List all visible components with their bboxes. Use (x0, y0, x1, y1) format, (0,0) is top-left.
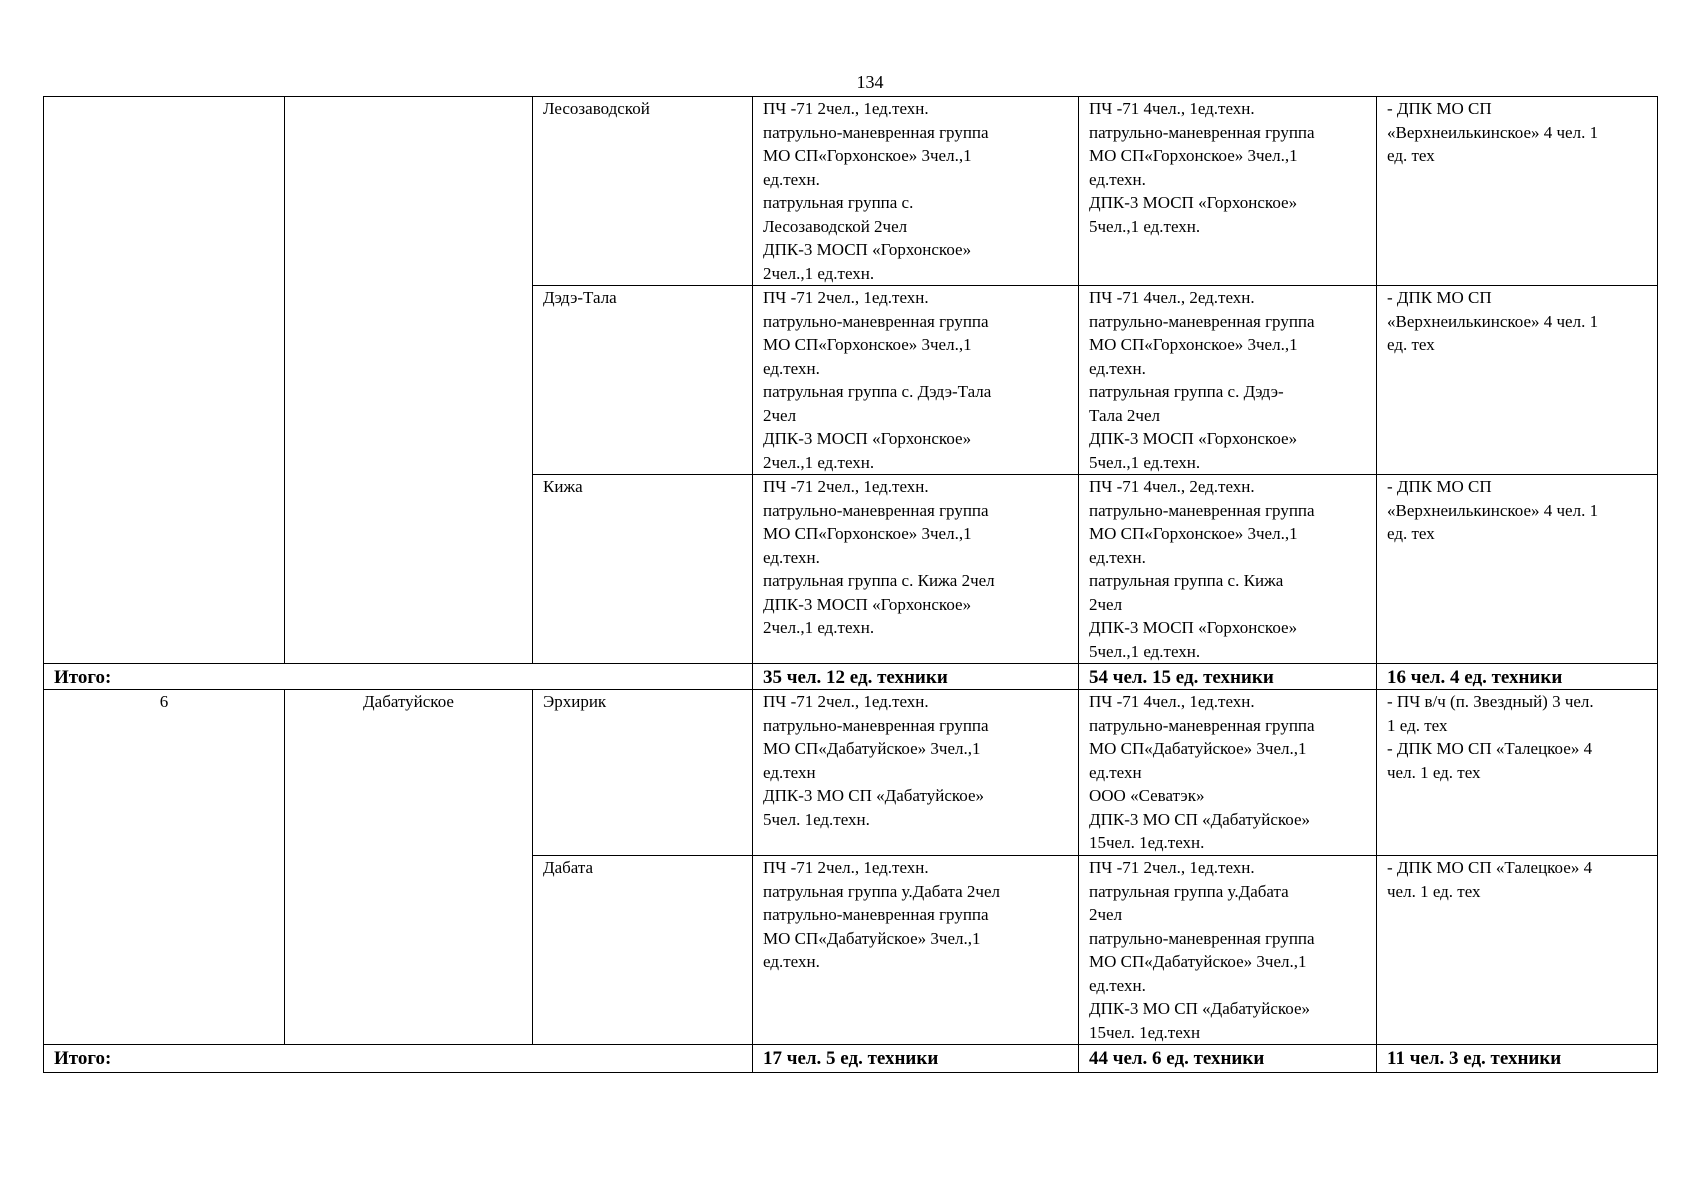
reserve-cell: - ДПК МО СП «Талецкое» 4 чел. 1 ед. тех (1377, 856, 1658, 1045)
fire-forces-table (43, 96, 1658, 1073)
forces-cell: ПЧ -71 4чел., 2ед.техн. патрульно-маневренная группа МО СП«Горхонское» 3чел.,1 ед.техн. патрульная группа с. Кижа 2чел ДПК-3 МОСП «Горхонское» 5чел.,1 ед.техн. (1079, 475, 1377, 664)
forces-cell: ПЧ -71 2чел., 1ед.техн. патрульная группа у.Дабата 2чел патрульно-маневренная группа МО СП«Дабатуйское» 3чел.,1 ед.техн. (753, 856, 1079, 1045)
settlement-cell: Эрхирик (533, 690, 753, 856)
settlement-cell: Лесозаводской (533, 97, 753, 286)
table-row (44, 97, 1658, 286)
total-label: Итого: (44, 664, 753, 690)
forces-cell: ПЧ -71 2чел., 1ед.техн. патрульная группа у.Дабата 2чел патрульно-маневренная группа МО СП«Дабатуйское» 3чел.,1 ед.техн. ДПК-3 МО СП «Дабатуйское» 15чел. 1ед.техн (1079, 856, 1377, 1045)
total-forces: 44 чел. 6 ед. техники (1079, 1045, 1377, 1073)
forces-cell: ПЧ -71 2чел., 1ед.техн. патрульно-маневренная группа МО СП«Горхонское» 3чел.,1 ед.техн. патрульная группа с. Дэдэ-Тала 2чел ДПК-3 МОСП «Горхонское» 2чел.,1 ед.техн. (753, 286, 1079, 475)
forces-cell: ПЧ -71 2чел., 1ед.техн. патрульно-маневренная группа МО СП«Дабатуйское» 3чел.,1 ед.техн ДПК-3 МО СП «Дабатуйское» 5чел. 1ед.техн. (753, 690, 1079, 856)
forces-cell: ПЧ -71 4чел., 1ед.техн. патрульно-маневренная группа МО СП«Горхонское» 3чел.,1 ед.техн. ДПК-3 МОСП «Горхонское» 5чел.,1 ед.техн. (1079, 97, 1377, 286)
number-cell (44, 97, 285, 664)
forces-cell: ПЧ -71 2чел., 1ед.техн. патрульно-маневренная группа МО СП«Горхонское» 3чел.,1 ед.техн. патрульная группа с. Кижа 2чел ДПК-3 МОСП «Горхонское» 2чел.,1 ед.техн. (753, 475, 1079, 664)
total-row (44, 664, 1658, 690)
settlement-cell: Дабата (533, 856, 753, 1045)
number-cell: 6 (44, 690, 285, 1045)
page-number: 134 (856, 72, 884, 92)
total-label: Итого: (44, 1045, 753, 1073)
forces-cell: ПЧ -71 2чел., 1ед.техн. патрульно-маневренная группа МО СП«Горхонское» 3чел.,1 ед.техн. патрульная группа с. Лесозаводской 2чел ДПК-3 МОСП «Горхонское» 2чел.,1 ед.техн. (753, 97, 1079, 286)
total-row (44, 1045, 1658, 1073)
total-reserve: 16 чел. 4 ед. техники (1377, 664, 1658, 690)
total-reserve: 11 чел. 3 ед. техники (1377, 1045, 1658, 1073)
reserve-cell: - ДПК МО СП «Верхнеилькинское» 4 чел. 1 ед. тех (1377, 475, 1658, 664)
forces-cell: ПЧ -71 4чел., 2ед.техн. патрульно-маневренная группа МО СП«Горхонское» 3чел.,1 ед.техн. патрульная группа с. Дэдэ- Тала 2чел ДПК-3 МОСП «Горхонское» 5чел.,1 ед.техн. (1079, 286, 1377, 475)
total-forces: 54 чел. 15 ед. техники (1079, 664, 1377, 690)
total-forces: 17 чел. 5 ед. техники (753, 1045, 1079, 1073)
total-forces: 35 чел. 12 ед. техники (753, 664, 1079, 690)
reserve-cell: - ПЧ в/ч (п. Звездный) 3 чел. 1 ед. тех - ДПК МО СП «Талецкое» 4 чел. 1 ед. тех (1377, 690, 1658, 856)
reserve-cell: - ДПК МО СП «Верхнеилькинское» 4 чел. 1 ед. тех (1377, 286, 1658, 475)
municipality-cell (285, 97, 533, 664)
reserve-cell: - ДПК МО СП «Верхнеилькинское» 4 чел. 1 ед. тех (1377, 97, 1658, 286)
settlement-cell: Кижа (533, 475, 753, 664)
municipality-cell: Дабатуйское (285, 690, 533, 1045)
forces-cell: ПЧ -71 4чел., 1ед.техн. патрульно-маневренная группа МО СП«Дабатуйское» 3чел.,1 ед.техн ООО «Севатэк» ДПК-3 МО СП «Дабатуйское» 15чел. 1ед.техн. (1079, 690, 1377, 856)
table-row (44, 690, 1658, 856)
settlement-cell: Дэдэ-Тала (533, 286, 753, 475)
